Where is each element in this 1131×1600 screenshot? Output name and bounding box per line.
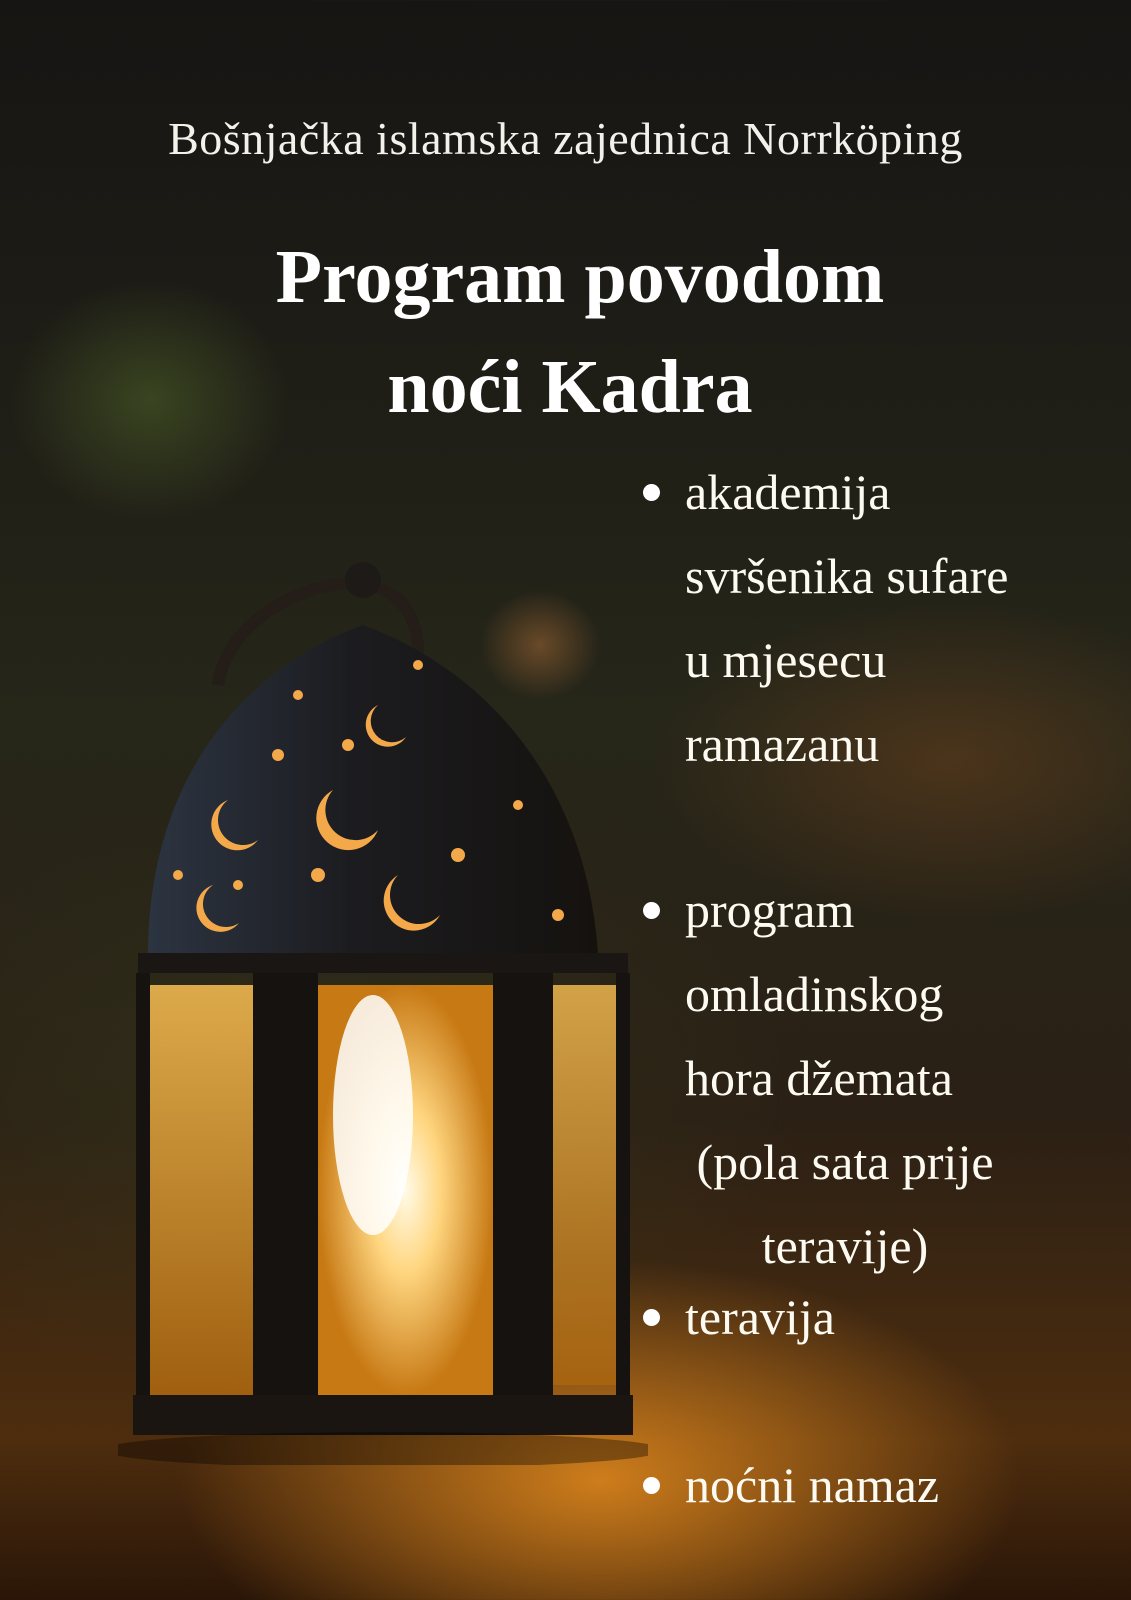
- title-line-1: Program povodom: [275, 235, 885, 319]
- list-item: [655, 1443, 1125, 1527]
- list-item-line: hora džemata: [685, 1050, 953, 1106]
- list-item-line: akademija: [685, 464, 891, 520]
- list-item-line: (pola sata prije: [696, 1134, 994, 1190]
- list-item-line: svršenika sufare: [685, 548, 1009, 604]
- list-item-line: ramazanu: [685, 716, 880, 772]
- list-item-line: program: [685, 882, 855, 938]
- list-item: [655, 868, 1125, 1288]
- list-item-line: noćni namaz: [685, 1457, 940, 1513]
- list-item: [655, 1275, 1125, 1359]
- title-line-2: noći Kadra: [387, 345, 753, 429]
- bullet-icon: [643, 484, 660, 501]
- bullet-icon: [643, 1477, 660, 1494]
- list-item-line: teravije): [761, 1218, 929, 1274]
- list-item-line: omladinskog: [685, 966, 944, 1022]
- bullet-icon: [643, 902, 660, 919]
- list-item-line: teravija: [685, 1289, 835, 1345]
- lantern-illustration: [118, 555, 648, 1465]
- page-title: [0, 222, 1131, 442]
- list-item: [655, 450, 1125, 786]
- list-item-line: u mjesecu: [685, 632, 887, 688]
- header-organization: Bošnjačka islamska zajednica Norrköping: [168, 113, 963, 164]
- bullet-icon: [643, 1309, 660, 1326]
